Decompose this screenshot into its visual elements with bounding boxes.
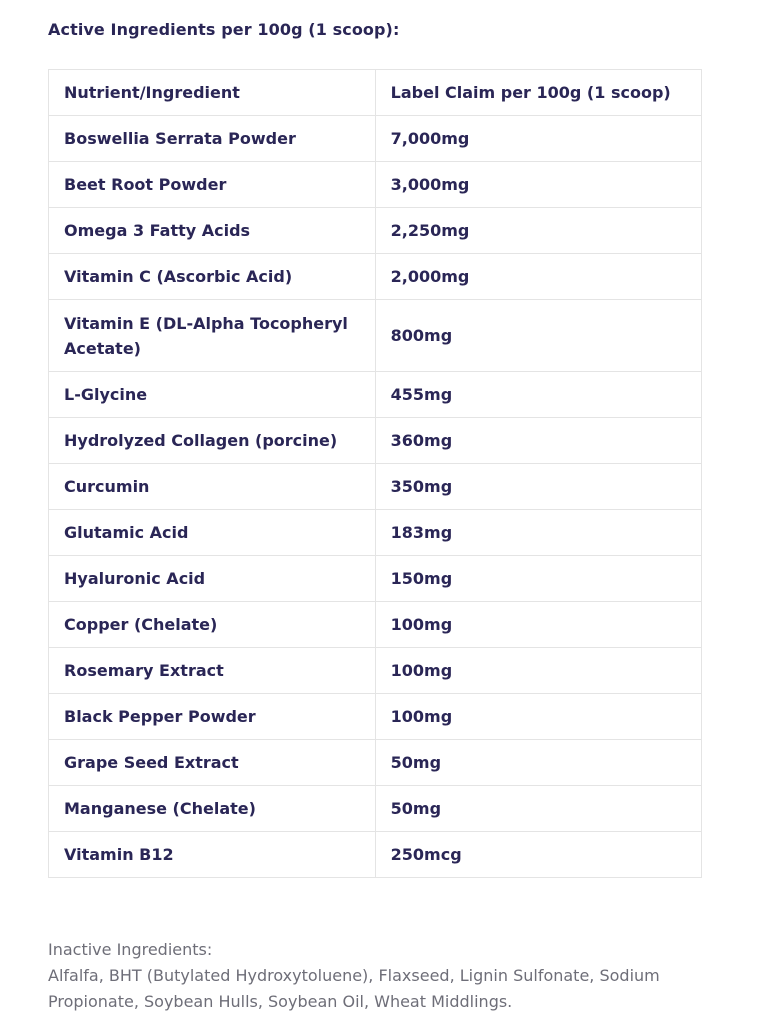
inactive-ingredients bbox=[48, 937, 728, 1015]
ingredient-claim: 50mg bbox=[375, 740, 701, 786]
ingredients-table bbox=[48, 69, 702, 878]
active-ingredients-heading: Active Ingredients per 100g (1 scoop): bbox=[48, 20, 400, 39]
ingredient-claim: 250mcg bbox=[375, 832, 701, 878]
ingredient-claim: 100mg bbox=[375, 648, 701, 694]
inactive-ingredients-label: Inactive Ingredients: bbox=[48, 940, 213, 959]
ingredient-name: Boswellia Serrata Powder bbox=[49, 116, 376, 162]
ingredient-name: Hyaluronic Acid bbox=[49, 556, 376, 602]
table-row bbox=[49, 740, 702, 786]
ingredient-claim: 2,000mg bbox=[375, 254, 701, 300]
ingredient-name: Vitamin B12 bbox=[49, 832, 376, 878]
ingredient-claim: 100mg bbox=[375, 602, 701, 648]
table-row bbox=[49, 254, 702, 300]
ingredient-name: Hydrolyzed Collagen (porcine) bbox=[49, 418, 376, 464]
ingredient-claim: 7,000mg bbox=[375, 116, 701, 162]
table-row bbox=[49, 372, 702, 418]
inactive-ingredients-text: Alfalfa, BHT (Butylated Hydroxytoluene), Flaxseed, Lignin Sulfonate, Sodium Propionate, Soybean Hulls, Soybean Oil, Wheat Middlings. bbox=[48, 966, 660, 1011]
ingredient-name: Grape Seed Extract bbox=[49, 740, 376, 786]
ingredient-name: Manganese (Chelate) bbox=[49, 786, 376, 832]
table-row bbox=[49, 556, 702, 602]
table-row bbox=[49, 300, 702, 372]
ingredient-claim: 150mg bbox=[375, 556, 701, 602]
table-row bbox=[49, 464, 702, 510]
ingredient-name: Copper (Chelate) bbox=[49, 602, 376, 648]
ingredient-claim: 50mg bbox=[375, 786, 701, 832]
table-header-row bbox=[49, 70, 702, 116]
table-row bbox=[49, 510, 702, 556]
ingredient-name: Glutamic Acid bbox=[49, 510, 376, 556]
ingredient-claim: 100mg bbox=[375, 694, 701, 740]
ingredient-claim: 455mg bbox=[375, 372, 701, 418]
table-row bbox=[49, 418, 702, 464]
ingredient-name: Rosemary Extract bbox=[49, 648, 376, 694]
ingredient-name: Omega 3 Fatty Acids bbox=[49, 208, 376, 254]
ingredient-claim: 183mg bbox=[375, 510, 701, 556]
table-row bbox=[49, 602, 702, 648]
ingredient-name: Curcumin bbox=[49, 464, 376, 510]
ingredient-name: Black Pepper Powder bbox=[49, 694, 376, 740]
ingredient-name: Vitamin C (Ascorbic Acid) bbox=[49, 254, 376, 300]
table-row bbox=[49, 694, 702, 740]
table-row bbox=[49, 208, 702, 254]
table-row bbox=[49, 116, 702, 162]
table-row bbox=[49, 786, 702, 832]
table-row bbox=[49, 832, 702, 878]
ingredient-claim: 2,250mg bbox=[375, 208, 701, 254]
header-nutrient-ingredient: Nutrient/Ingredient bbox=[49, 70, 376, 116]
ingredient-claim: 3,000mg bbox=[375, 162, 701, 208]
ingredient-claim: 350mg bbox=[375, 464, 701, 510]
ingredient-name: L-Glycine bbox=[49, 372, 376, 418]
ingredient-name: Vitamin E (DL-Alpha Tocopheryl Acetate) bbox=[49, 300, 376, 372]
header-label-claim: Label Claim per 100g (1 scoop) bbox=[375, 70, 701, 116]
ingredient-claim: 360mg bbox=[375, 418, 701, 464]
ingredient-claim: 800mg bbox=[375, 300, 701, 372]
ingredient-name: Beet Root Powder bbox=[49, 162, 376, 208]
table-row bbox=[49, 162, 702, 208]
table-row bbox=[49, 648, 702, 694]
